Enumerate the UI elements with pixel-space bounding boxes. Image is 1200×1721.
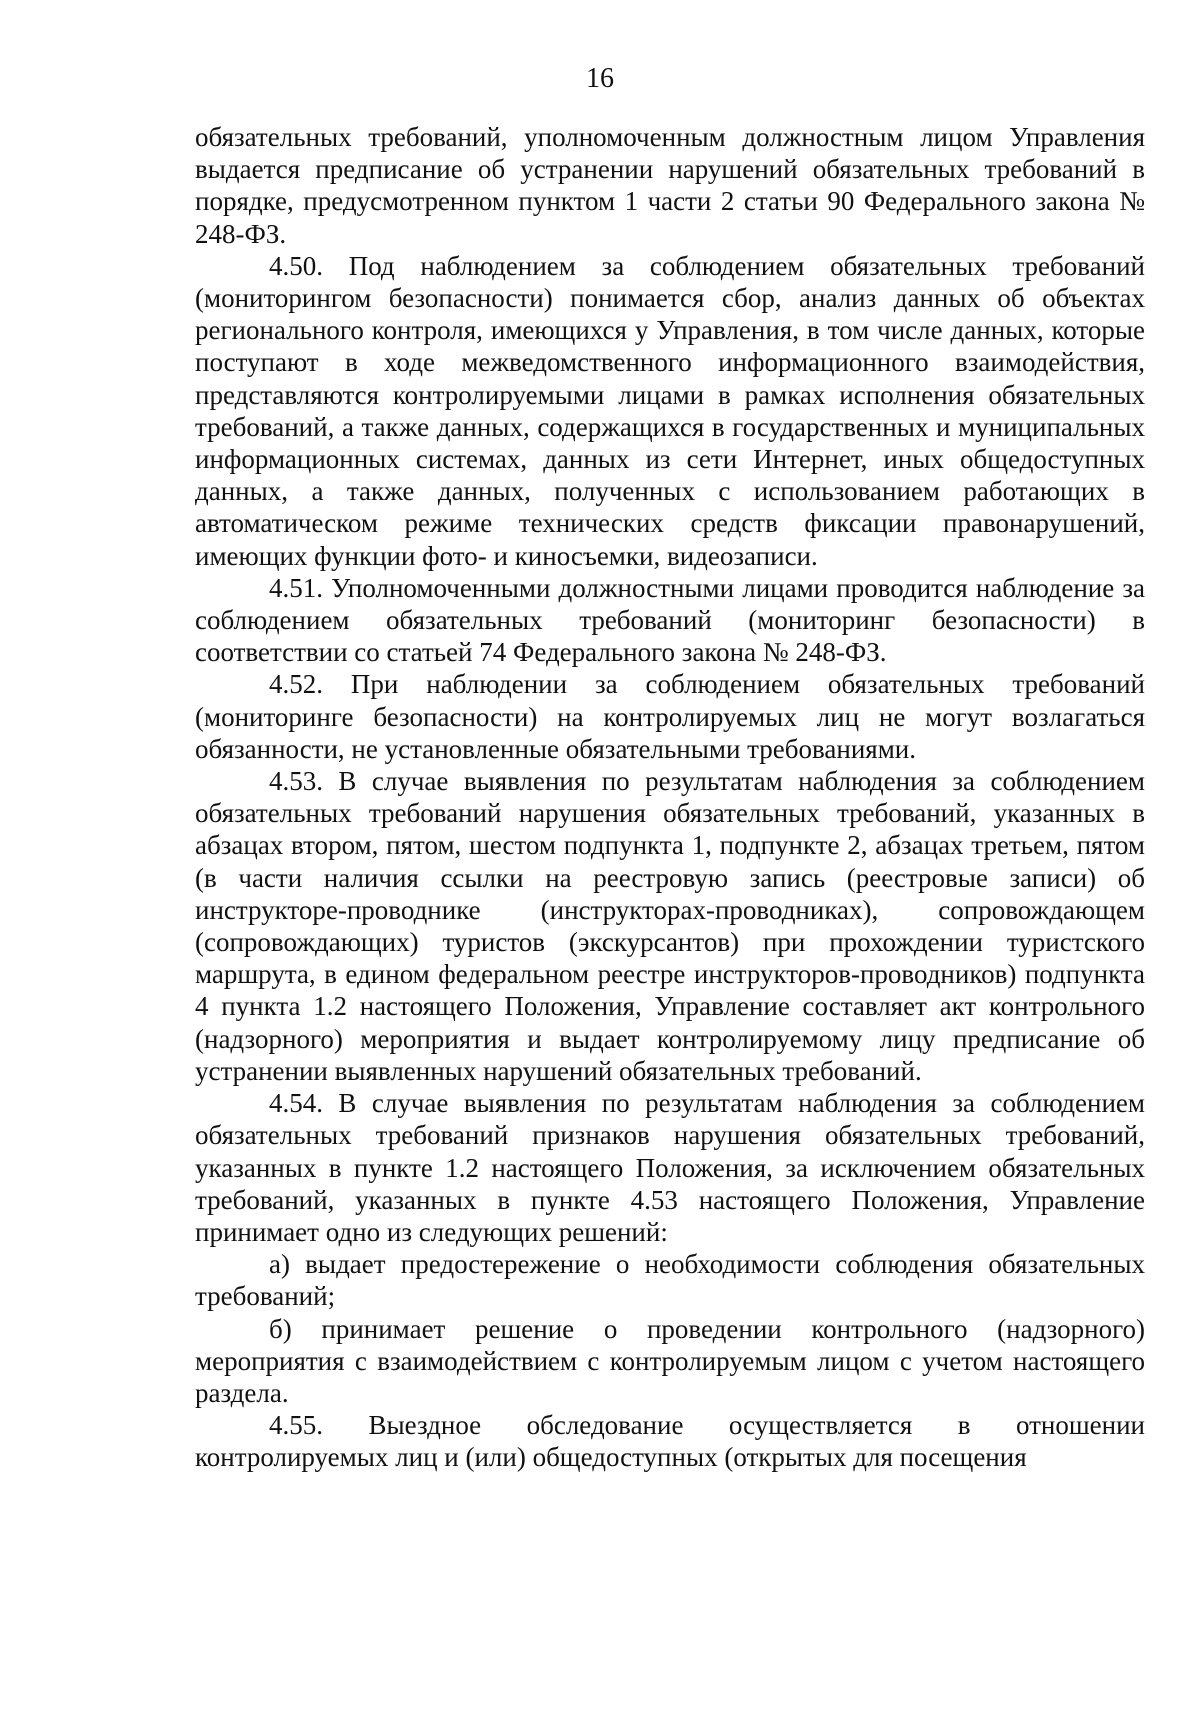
paragraph-continuation: обязательных требований, уполномоченным должностным лицом Управления выдается предписание об устранении нарушений обязательных требований в порядке, предусмотренном пунктом 1 части 2 статьи 90 Федерального закона № 248-ФЗ. [195,122,1145,249]
paragraph-4-54-b: б) принимает решение о проведении контрольного (надзорного) мероприятия с взаимодействием с контролируемым лицом с учетом настоящего раздела. [195,1313,1145,1408]
paragraph-4-55: 4.55. Выездное обследование осуществляется в отношении контролируемых лиц и (или) общедоступных (открытых для посещения [195,1410,1145,1473]
paragraph-4-52: 4.52. При наблюдении за соблюдением обязательных требований (мониторинге безопасности) на контролируемых лиц не могут возлагаться обязанности, не установленные обязательными требованиями. [195,669,1145,764]
document-body [195,121,1145,1474]
paragraph-4-54-a: а) выдает предостережение о необходимости соблюдения обязательных требований; [195,1249,1145,1312]
paragraph-4-54: 4.54. В случае выявления по результатам наблюдения за соблюдением обязательных требований признаков нарушения обязательных требований, указанных в пункте 1.2 настоящего Положения, за исключением обязательных требований, указанных в пункте 4.53 настоящего Положения, Управление принимает одно из следующих решений: [195,1088,1145,1247]
paragraph-4-53: 4.53. В случае выявления по результатам наблюдения за соблюдением обязательных требований нарушения обязательных требований, указанных в абзацах втором, пятом, шестом подпункта 1, подпункте 2, абзацах третьем, пятом (в части наличия ссылки на реестровую запись (реестровые записи) об инструкторе-проводнике (инструкторах-проводниках), сопровождающем (сопровождающих) туристов (экскурсантов) при прохождении туристского маршрута, в едином федеральном реестре инструкторов-проводников) подпункта 4 пункта 1.2 настоящего Положения, Управление составляет акт контрольного (надзорного) мероприятия и выдает контролируемому лицу предписание об устранении выявленных нарушений обязательных требований. [195,766,1145,1086]
paragraph-4-50: 4.50. Под наблюдением за соблюдением обязательных требований (мониторингом безопасности) понимается сбор, анализ данных об объектах регионального контроля, имеющихся у Управления, в том числе данных, которые поступают в ходе межведомственного информационного взаимодействия, представляются контролируемыми лицами в рамках исполнения обязательных требований, а также данных, содержащихся в государственных и муниципальных информационных системах, данных из сети Интернет, иных общедоступных данных, а также данных, полученных с использованием работающих в автоматическом режиме технических средств фиксации правонарушений, имеющих функции фото- и киносъемки, видеозаписи. [195,250,1145,571]
page-number: 16 [586,63,614,94]
paragraph-4-51: 4.51. Уполномоченными должностными лицами проводится наблюдение за соблюдением обязательных требований (мониторинг безопасности) в соответствии со статьей 74 Федерального закона № 248-ФЗ. [195,572,1145,668]
